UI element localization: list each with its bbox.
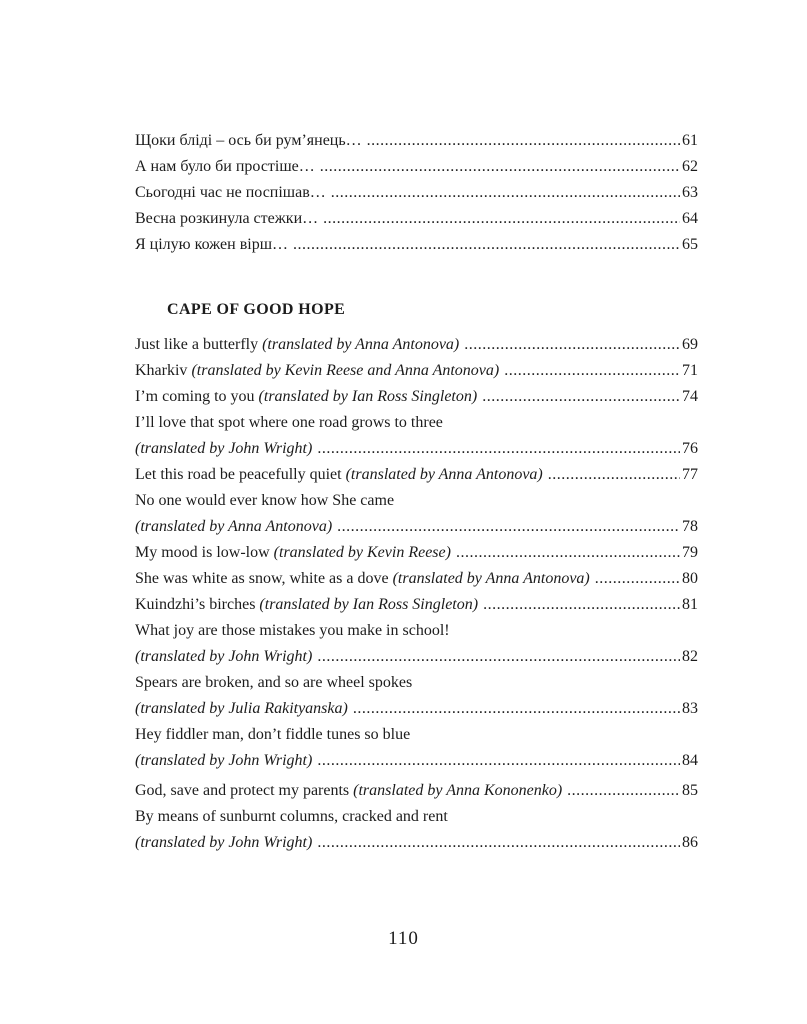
translator-credit: (translated by John Wright) [135, 752, 313, 769]
dot-leader [323, 206, 680, 232]
translator-credit: (translated by Anna Antonova) [135, 518, 333, 535]
toc-entry-title: My mood is low-low (translated by Kevin Reese) [135, 544, 451, 561]
toc-page-number: 76 [682, 440, 698, 457]
translator-credit: (translated by Ian Ross Singleton) [258, 388, 478, 405]
toc-page-number: 64 [682, 210, 698, 227]
dot-leader [464, 332, 680, 358]
toc-page-number: 85 [682, 782, 698, 799]
toc-entry [135, 778, 698, 804]
toc-entry-title: Spears are broken, and so are wheel spokes [135, 674, 413, 691]
toc-entry [135, 206, 698, 232]
toc-page-number: 74 [682, 388, 698, 405]
translator-credit: (translated by Anna Kononenko) [353, 782, 563, 799]
toc-entry [135, 722, 698, 774]
toc-entry-title: Я цілую кожен вірш… [135, 236, 289, 253]
dot-leader [317, 748, 680, 774]
dot-leader [548, 462, 680, 488]
dot-leader [317, 436, 680, 462]
translator-credit: (translated by Kevin Reese) [273, 544, 451, 561]
toc-entry-title: She was white as snow, white as a dove (translated by Anna Antonova) [135, 570, 590, 587]
toc-page-number: 71 [682, 362, 698, 379]
toc-entry [135, 670, 698, 722]
toc-entry-title: Kuindzhi’s birches (translated by Ian Ross Singleton) [135, 596, 479, 613]
dot-leader [482, 384, 680, 410]
dot-leader [331, 180, 680, 206]
toc-entry-title: Kharkiv (translated by Kevin Reese and Anna Antonova) [135, 362, 500, 379]
toc-entry [135, 154, 698, 180]
section-heading: CAPE OF GOOD HOPE [167, 301, 346, 318]
toc-page-number: 84 [682, 752, 698, 769]
toc-page-number: 77 [682, 466, 698, 483]
dot-leader [483, 592, 680, 618]
dot-leader [567, 778, 680, 804]
toc-entry-title: Весна розкинула стежки… [135, 210, 319, 227]
toc-page-number: 61 [682, 132, 698, 149]
toc-page-number: 63 [682, 184, 698, 201]
toc-entry [135, 618, 698, 670]
translator-credit: (translated by John Wright) [135, 834, 313, 851]
toc-entry-title: Щоки бліді – ось би рум’янець… [135, 132, 362, 149]
toc-entry-title: Hey fiddler man, don’t fiddle tunes so blue [135, 726, 411, 743]
toc-page-number: 80 [682, 570, 698, 587]
toc-entry [135, 804, 698, 856]
toc-entry-title: By means of sunburnt columns, cracked and rent [135, 808, 448, 825]
toc-entry-title: I’ll love that spot where one road grows to three [135, 414, 443, 431]
toc-entry [135, 128, 698, 154]
toc-entry [135, 384, 698, 410]
toc-entry-title: What joy are those mistakes you make in school! [135, 622, 450, 639]
toc-entry-title: God, save and protect my parents (translated by Anna Kononenko) [135, 782, 563, 799]
dot-leader [504, 358, 680, 384]
dot-leader [320, 154, 680, 180]
toc-entry [135, 410, 698, 462]
translator-credit: (translated by Ian Ross Singleton) [259, 596, 479, 613]
toc-entry [135, 332, 698, 358]
dot-leader [293, 232, 680, 258]
translator-credit: (translated by Julia Rakityanska) [135, 700, 348, 717]
toc-page-number: 82 [682, 648, 698, 665]
translator-credit: (translated by Anna Antonova) [345, 466, 543, 483]
toc-page-number: 65 [682, 236, 698, 253]
toc-entry-title: No one would ever know how She came [135, 492, 395, 509]
toc-entry [135, 566, 698, 592]
toc-entry-title: А нам було би простіше… [135, 158, 315, 175]
toc-entry [135, 462, 698, 488]
dot-leader [317, 644, 680, 670]
toc-entry [135, 488, 698, 540]
toc-page-number: 86 [682, 834, 698, 851]
dot-leader [337, 514, 680, 540]
dot-leader [595, 566, 680, 592]
table-of-contents [135, 128, 698, 856]
translator-credit: (translated by Anna Antonova) [262, 336, 460, 353]
translator-credit: (translated by Anna Antonova) [392, 570, 590, 587]
toc-entry [135, 180, 698, 206]
translator-credit: (translated by John Wright) [135, 648, 313, 665]
toc-page-number: 79 [682, 544, 698, 561]
page-number: 110 [388, 928, 419, 949]
toc-entry [135, 540, 698, 566]
toc-entry-title: Let this road be peacefully quiet (translated by Anna Antonova) [135, 466, 543, 483]
toc-page-number: 83 [682, 700, 698, 717]
toc-entry [135, 592, 698, 618]
toc-entry [135, 358, 698, 384]
translator-credit: (translated by Kevin Reese and Anna Antonova) [191, 362, 500, 379]
toc-entry-title: I’m coming to you (translated by Ian Ross Singleton) [135, 388, 478, 405]
dot-leader [367, 128, 680, 154]
toc-page-number: 81 [682, 596, 698, 613]
toc-entry-title: Just like a butterfly (translated by Anna Antonova) [135, 336, 460, 353]
toc-entry [135, 232, 698, 258]
toc-page-number: 62 [682, 158, 698, 175]
dot-leader [317, 830, 680, 856]
toc-page-number: 78 [682, 518, 698, 535]
translator-credit: (translated by John Wright) [135, 440, 313, 457]
toc-entry-title: Сьогодні час не поспішав… [135, 184, 326, 201]
toc-page-number: 69 [682, 336, 698, 353]
dot-leader [456, 540, 680, 566]
dot-leader [353, 696, 680, 722]
